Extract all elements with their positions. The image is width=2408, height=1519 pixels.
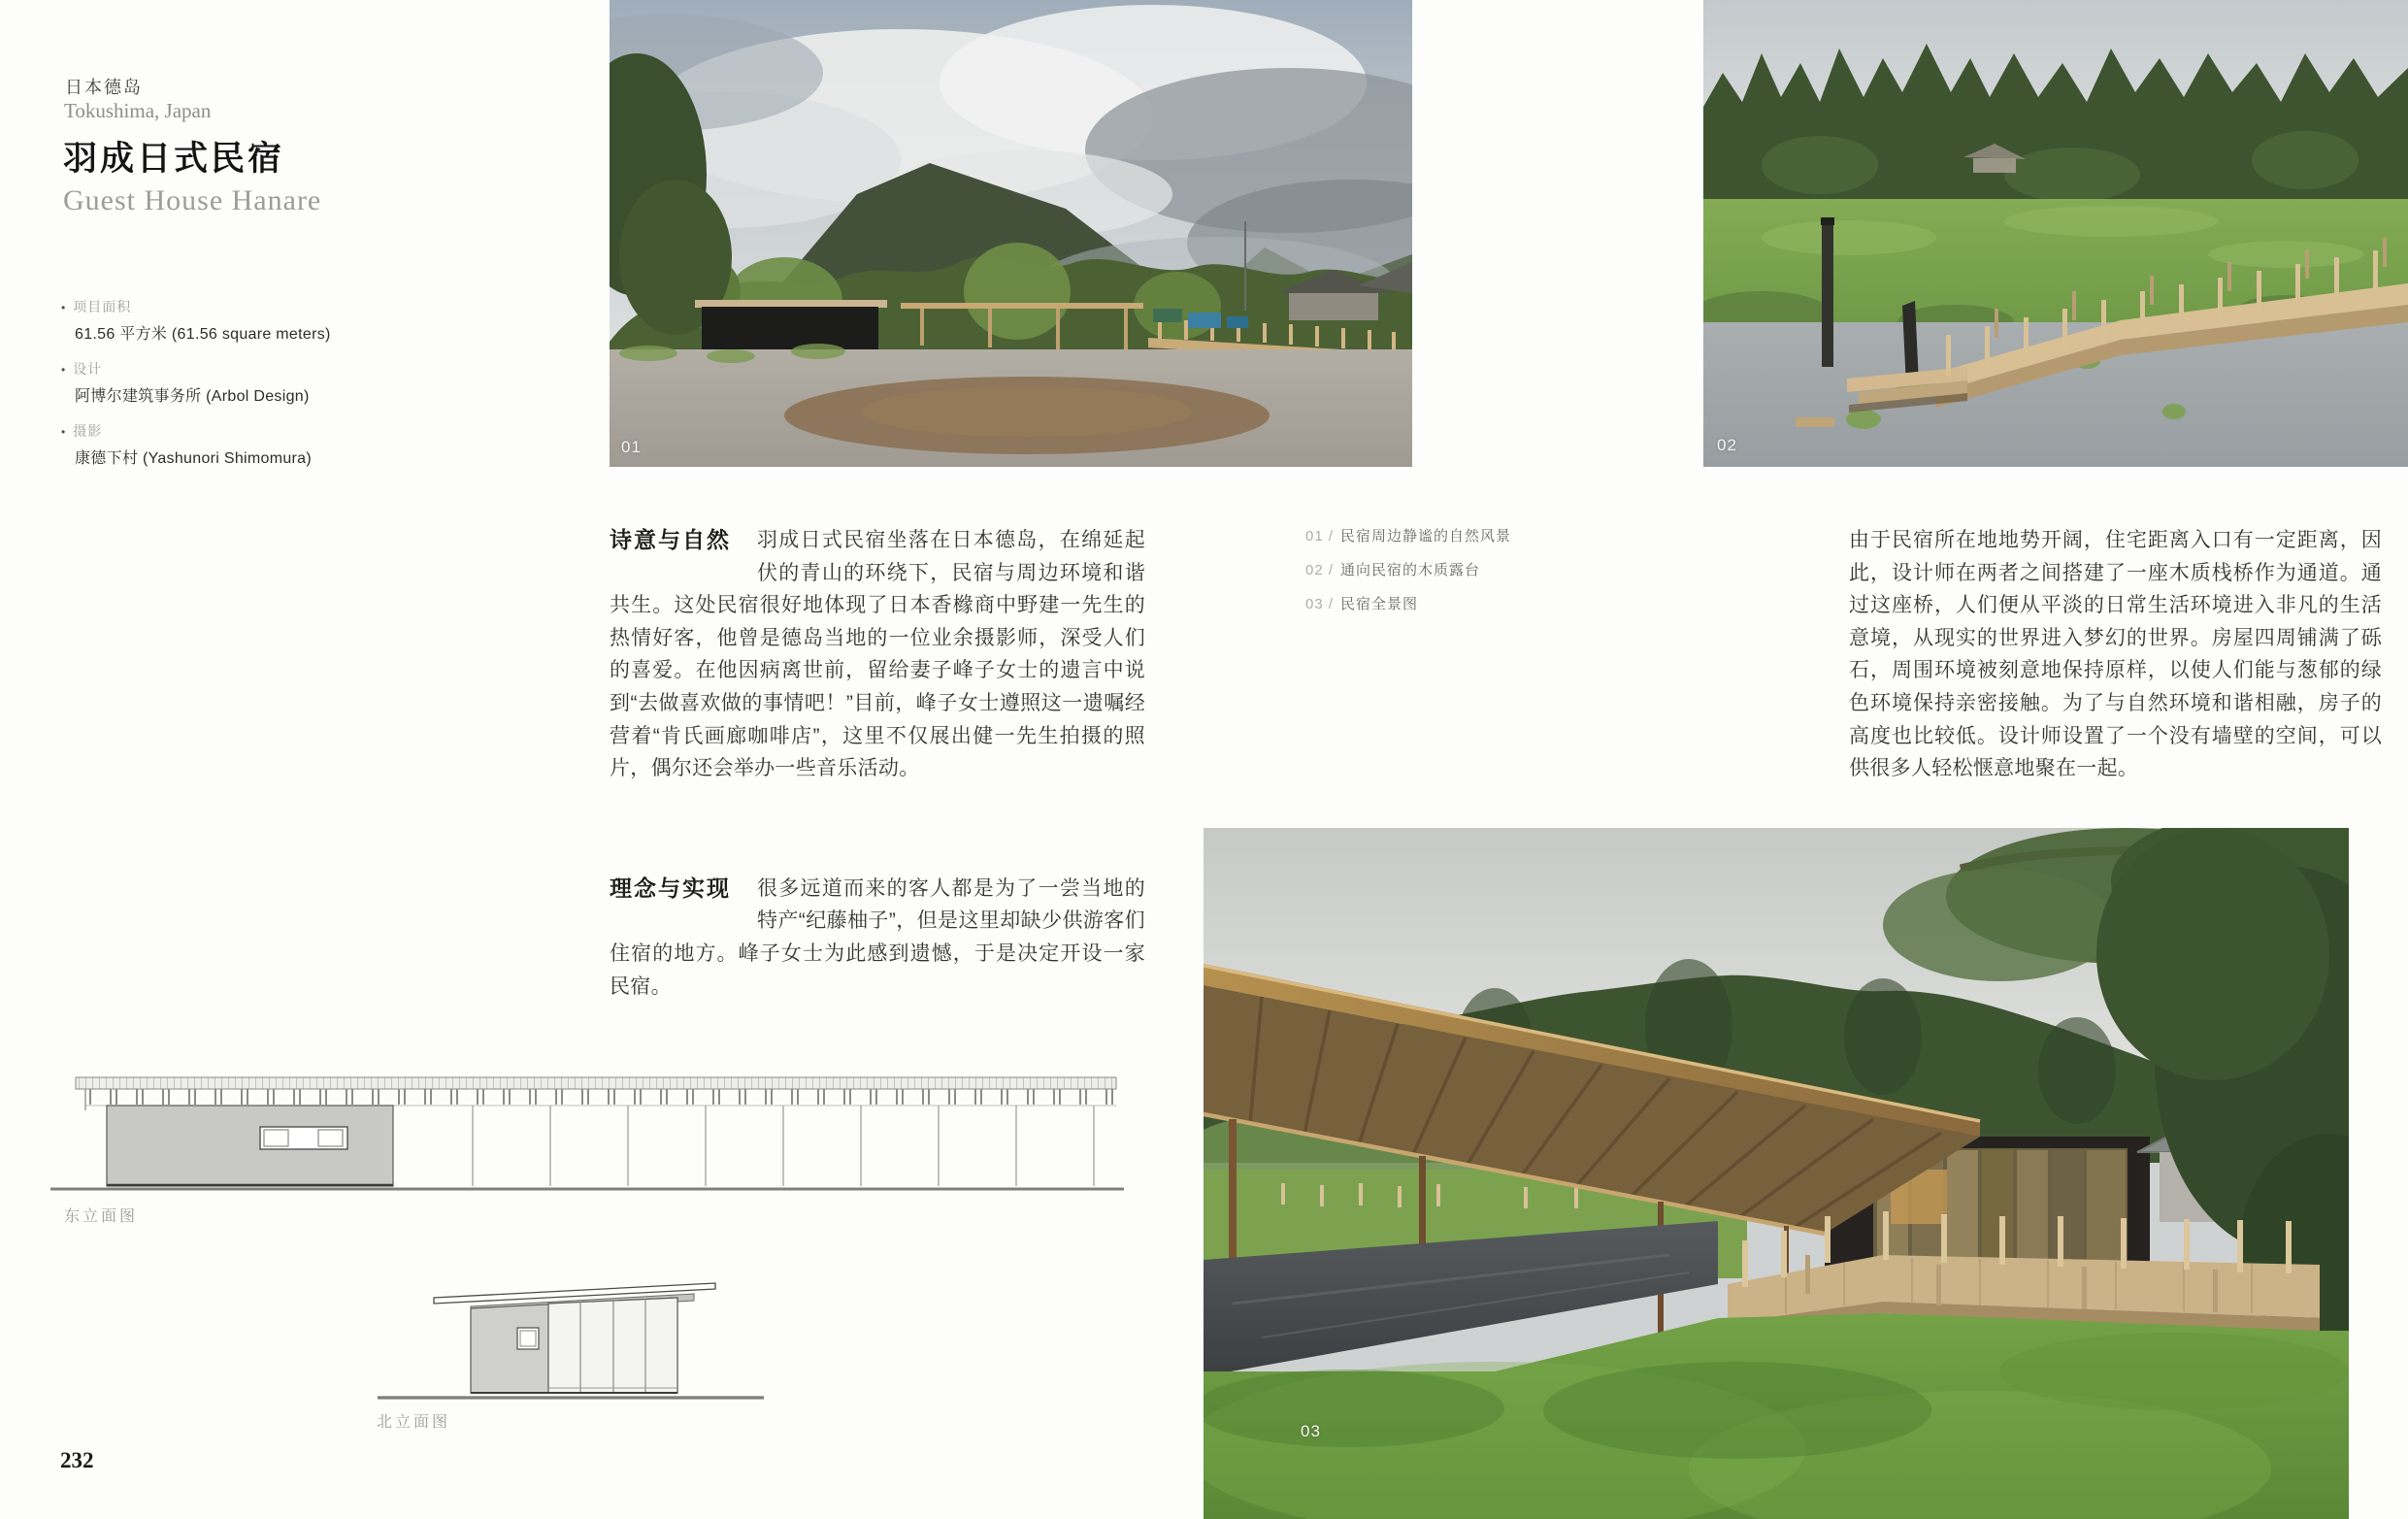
page-title-en: Guest House Hanare (63, 184, 322, 216)
caption-number: 01 / (1305, 528, 1335, 545)
photo-surrounding-landscape (610, 0, 1412, 467)
info-label: 摄影 (73, 423, 103, 439)
caption-number: 02 / (1305, 562, 1335, 578)
article-column-right (1849, 524, 2382, 785)
right-column-body: 由于民宿所在地地势开阔，住宅距离入口有一定距离，因此，设计师在两者之间搭建了一座木质栈桥作为通道。通过这座桥，人们便从平淡的日常生活环境进入非凡的生活意境，从现实的世界进入梦幻的世界。房屋四周铺满了砾石，周围环境被刻意地保持原样，以使人们能与葱郁的绿色环境保持亲密接触。为了与自然环境和谐相融，房子的高度也比较低。设计师设置了一个没有墙壁的空间，可以供很多人轻松惬意地聚在一起。 (1849, 529, 2382, 780)
caption-text: 通向民宿的木质露台 (1340, 562, 1481, 578)
info-item-area (61, 297, 381, 344)
photo-01-illustration (610, 0, 1412, 467)
caption-text: 民宿全景图 (1340, 596, 1419, 612)
info-value: 61.56 平方米 (61.56 square meters) (75, 326, 331, 343)
info-label: 设计 (73, 361, 103, 377)
photo-wooden-walkway (1703, 0, 2408, 467)
small-window (517, 1328, 539, 1349)
caption-item (1305, 559, 1511, 579)
section-heading: 诗意与自然 (610, 527, 731, 552)
east-elevation-label: 东立面图 (64, 1208, 139, 1225)
east-elevation-drawing (49, 1068, 1126, 1204)
rafter-ends (85, 1089, 1116, 1105)
black-shed (695, 300, 887, 357)
photo-number-label: 02 (1717, 436, 1737, 454)
info-value: 康德下村 (Yashunori Shimomura) (75, 450, 313, 467)
section-body: 羽成日式民宿坐落在日本德岛，在绵延起伏的青山的环绕下，民宿与周边环境和谐共生。这处民宿很好地体现了日本香橼商中野建一先生的热情好客，他曾是德岛当地的一位业余摄影师，深受人们的喜爱。在他因病离世前，留给妻子峰子女士的遗言中说到“去做喜欢做的事情吧！”目前，峰子女士遵照这一遗嘱经营着“肯氏画廊咖啡店”，这里不仅展出健一先生拍摄的照片，偶尔还会举办一些音乐活动。 (610, 529, 1145, 780)
project-info-list (61, 297, 381, 483)
ribbon-window (260, 1127, 347, 1149)
photo-number-label: 01 (621, 438, 642, 456)
photo-02-illustration (1703, 0, 2408, 467)
section-body: 很多远道而来的客人都是为了一尝当地的特产“纪藤柚子”，但是这里却缺少供游客们住宿的地方。峰子女士为此感到遗憾，于是决定开设一家民宿。 (610, 876, 1145, 998)
photo-number-label: 03 (1301, 1422, 1321, 1440)
open-columns (473, 1106, 1094, 1186)
bullet-icon: • (61, 363, 67, 377)
section-heading: 理念与实现 (610, 875, 731, 901)
caption-number: 03 / (1305, 596, 1335, 612)
photo-caption-list (1305, 525, 1511, 627)
caption-item (1305, 525, 1511, 545)
north-elevation-drawing (374, 1277, 772, 1407)
north-elevation-svg (374, 1277, 772, 1407)
section-poetry-nature (610, 524, 1145, 785)
dirt-patch-center (862, 386, 1192, 437)
caption-text: 民宿周边静谧的自然风景 (1340, 528, 1512, 545)
location-en: Tokushima, Japan (64, 99, 212, 122)
bullet-icon: • (61, 301, 67, 314)
info-value: 阿博尔建筑事务所 (Arbol Design) (75, 388, 310, 405)
bullet-icon: • (61, 425, 67, 439)
glass-doors (548, 1298, 677, 1393)
east-elevation-svg (49, 1068, 1126, 1204)
info-item-design (61, 359, 381, 406)
wall-block (107, 1106, 393, 1186)
photo-03-illustration (1204, 828, 2349, 1519)
page-number: 232 (60, 1448, 94, 1472)
info-item-photography (61, 421, 381, 468)
info-label: 项目面积 (73, 299, 132, 314)
caption-item (1305, 593, 1511, 613)
photo-guesthouse-full-view (1204, 828, 2349, 1519)
page-title: 羽成日式民宿 (63, 140, 285, 178)
north-elevation-label: 北立面图 (377, 1414, 451, 1431)
section-concept-realization (610, 873, 1145, 1003)
location-zh: 日本德岛 (65, 78, 143, 97)
roof-slab (76, 1077, 1116, 1089)
article-column-left (610, 524, 1145, 1003)
